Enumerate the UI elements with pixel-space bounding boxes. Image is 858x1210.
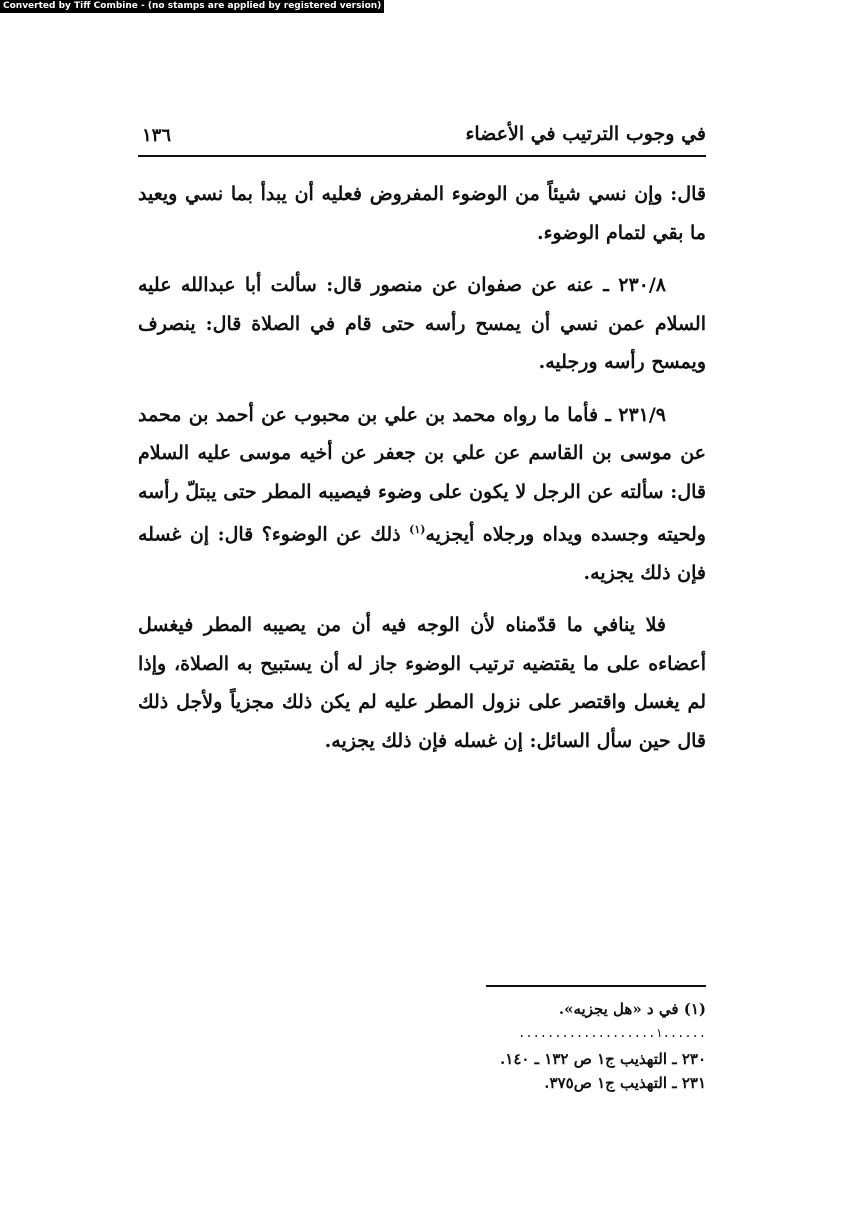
footnote-1: (١) في د «هل يجزيه». <box>558 1000 706 1018</box>
running-header <box>138 115 706 157</box>
paragraph-4: فلا ينافي ما قدّمناه لأن الوجه فيه أن من يصيبه المطر فيغسل أعضاءه على ما يقتضيه ترتيب الوضوء جاز له أن يستبيح به الصلاة، وإذا لم يغسل واقتصر على نزول المطر عليه لم يكن ذلك مجزياً ولأجل ذلك قال حين سأل السائل: إن غسله فإن ذلك يجزيه. <box>138 614 706 752</box>
footnotes <box>138 985 706 1095</box>
footnote-rule <box>486 985 706 987</box>
source-note-231: ٢٣١ ـ التهذيب ج١ ص٣٧٥. <box>544 1074 706 1092</box>
paragraph-3 <box>138 396 706 593</box>
running-title: في وجوب الترتيب في الأعضاء <box>465 123 706 145</box>
page-number: ١٣٦ <box>142 125 172 146</box>
paragraph-1: قال: وإن نسي شيئاً من الوضوء المفروض فعليه أن يبدأ بما نسي ويعيد ما بقي لتمام الوضوء. <box>138 183 706 244</box>
footnote-dot-leader: ...................١...... <box>518 1026 706 1040</box>
paragraph-2: ٢٣٠/٨ ـ عنه عن صفوان عن منصور قال: سألت أبا عبدالله عليه السلام عمن نسي أن يمسح رأسه حتى قام في الصلاة قال: ينصرف ويمسح رأسه ورجليه. <box>138 274 706 373</box>
page-body <box>138 115 706 774</box>
paragraph-3-text-b: ذلك عن الوضوء؟ قال: إن غسله فإن ذلك يجزيه. <box>138 523 706 584</box>
conversion-banner: Converted by Tiff Combine - (no stamps are applied by registered version) <box>0 0 384 13</box>
paragraph-3-text-a: ٢٣١/٩ ـ فأما ما رواه محمد بن علي بن محبوب عن أحمد بن محمد عن موسى بن القاسم عن علي بن جعفر عن أخيه موسى عليه السلام قال: سألته عن الرجل لا يكون على وضوء فيصيبه المطر حتى يبتلّ رأسه ولحيته وجسده ويداه ورجلاه أيجزيه <box>138 403 706 546</box>
footnote-reference: (١) <box>409 523 426 536</box>
source-note-230: ٢٣٠ ـ التهذيب ج١ ص ١٣٢ ـ ١٤٠. <box>500 1050 706 1068</box>
